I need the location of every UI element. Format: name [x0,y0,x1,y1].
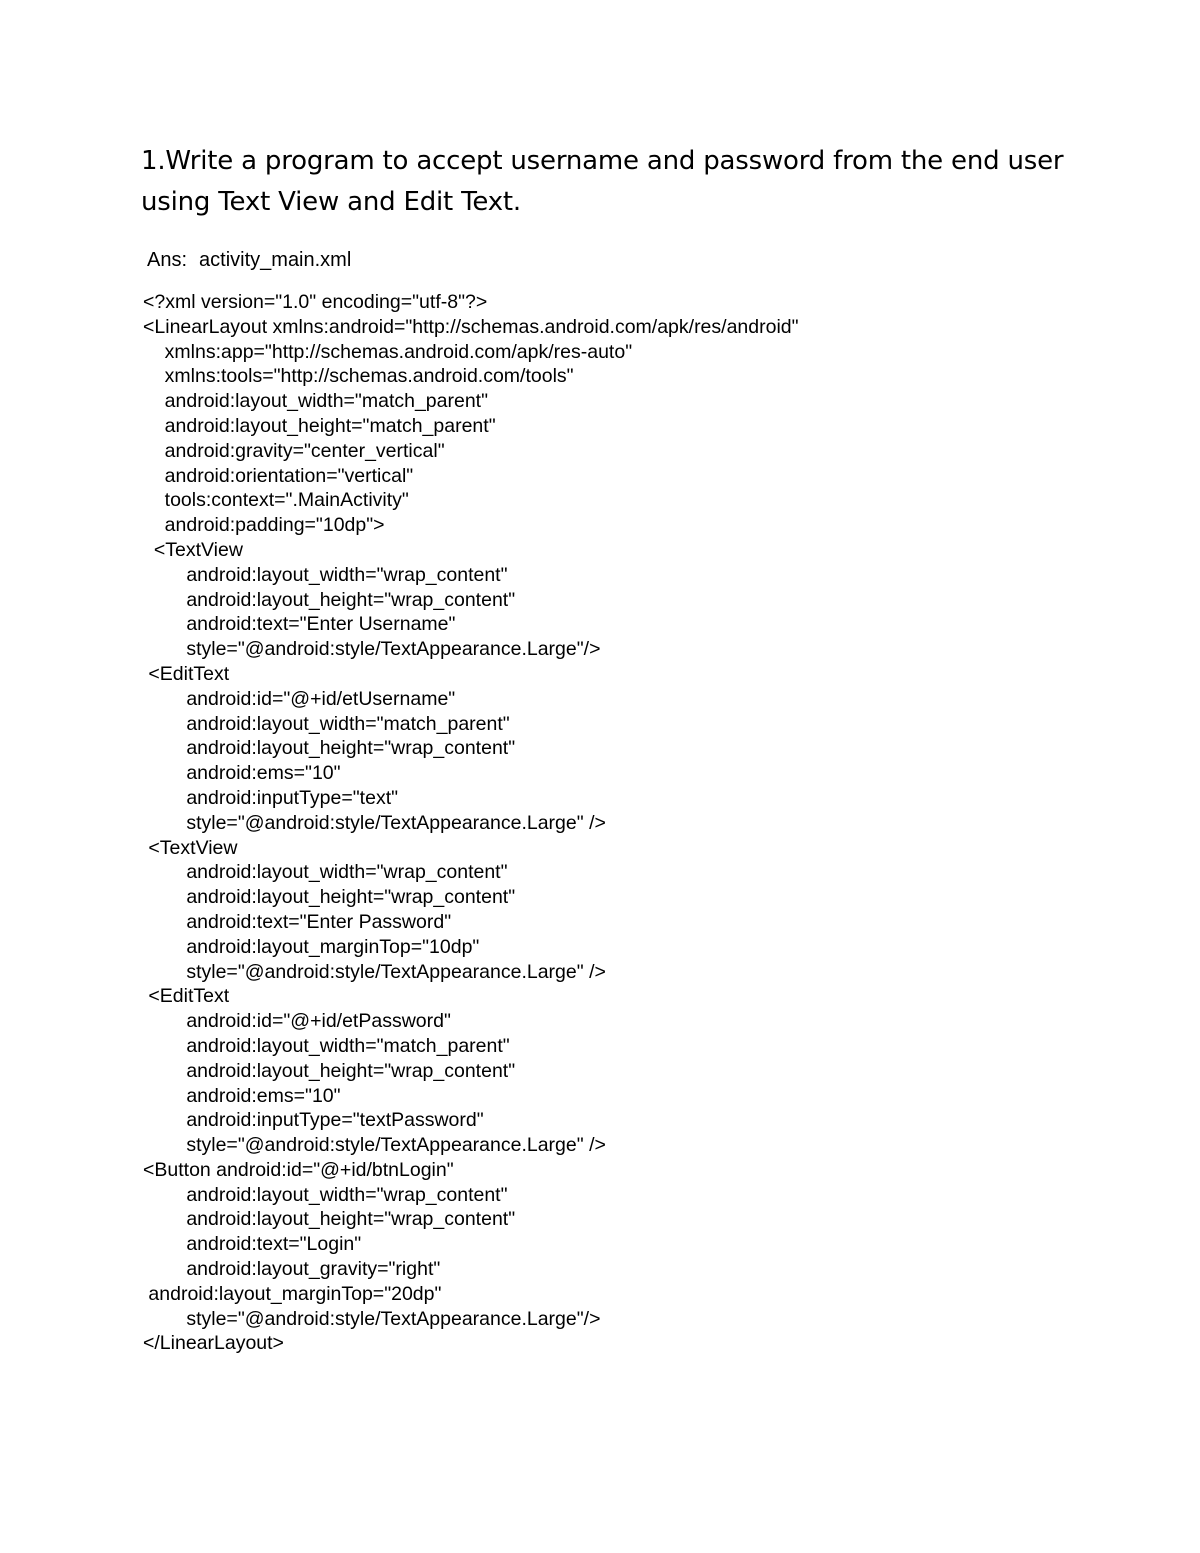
code-line: <?xml version="1.0" encoding="utf-8"?> [143,291,488,313]
code-line: android:layout_marginTop="10dp" [143,935,480,958]
code-line: android:ems="10" [143,762,341,785]
code-line: android:ems="10" [143,1084,341,1107]
question-line: 1.Write a program to accept username and password from the end user [141,146,1064,176]
code-line: android:inputType="text" [143,786,399,809]
code-line: <TextView [143,836,238,859]
code-line: android:layout_height="wrap_content" [143,737,516,760]
code-line: android:id="@+id/etPassword" [143,1010,451,1033]
code-line: android:layout_height="wrap_content" [143,588,516,611]
code-line: android:layout_marginTop="20dp" [143,1282,442,1305]
code-line: style="@android:style/TextAppearance.Large"/> [143,1307,601,1330]
answer-label: Ans: [147,249,188,271]
code-line: android:layout_height="wrap_content" [143,1208,516,1231]
code-line: <TextView [143,538,243,561]
code-line: xmlns:tools="http://schemas.android.com/tools" [143,365,574,388]
code-line: android:padding="10dp"> [143,514,385,537]
code-line: android:layout_width="wrap_content" [143,1183,508,1206]
code-line: <EditText [143,985,230,1008]
code-line: android:gravity="center_vertical" [143,439,445,462]
code-line: android:layout_height="wrap_content" [143,886,516,909]
code-line: tools:context=".MainActivity" [143,489,409,512]
code-line: android:layout_width="match_parent" [143,1034,510,1057]
code-line: android:layout_height="wrap_content" [143,1059,516,1082]
answer-filename: activity_main.xml [199,249,352,271]
code-line: </LinearLayout> [143,1332,284,1355]
question-line: using Text View and Edit Text. [141,187,521,217]
code-line: android:text="Enter Password" [143,910,452,933]
code-line: android:layout_width="match_parent" [143,390,489,413]
code-listing [143,290,799,1356]
code-line: <EditText [143,662,230,685]
code-line: <LinearLayout xmlns:android="http://schemas.android.com/apk/res/android" [143,315,799,338]
code-line: android:orientation="vertical" [143,464,414,487]
answer-heading [147,246,351,274]
code-line: xmlns:app="http://schemas.android.com/apk/res-auto" [143,340,633,363]
code-line: android:layout_width="match_parent" [143,712,510,735]
question-heading [141,141,1101,223]
code-line: android:layout_width="wrap_content" [143,563,508,586]
code-line: android:layout_height="match_parent" [143,414,496,437]
code-line: android:id="@+id/etUsername" [143,687,456,710]
code-line: android:text="Login" [143,1233,362,1256]
code-line: style="@android:style/TextAppearance.Large" /> [143,1134,606,1157]
code-line: style="@android:style/TextAppearance.Large"/> [143,638,601,661]
code-line: android:text="Enter Username" [143,613,456,636]
code-line: style="@android:style/TextAppearance.Large" /> [143,811,606,834]
code-line: android:inputType="textPassword" [143,1109,484,1132]
code-line: android:layout_gravity="right" [143,1258,441,1281]
code-line: style="@android:style/TextAppearance.Large" /> [143,960,606,983]
code-line: android:layout_width="wrap_content" [143,861,508,884]
code-line: <Button android:id="@+id/btnLogin" [143,1158,454,1181]
